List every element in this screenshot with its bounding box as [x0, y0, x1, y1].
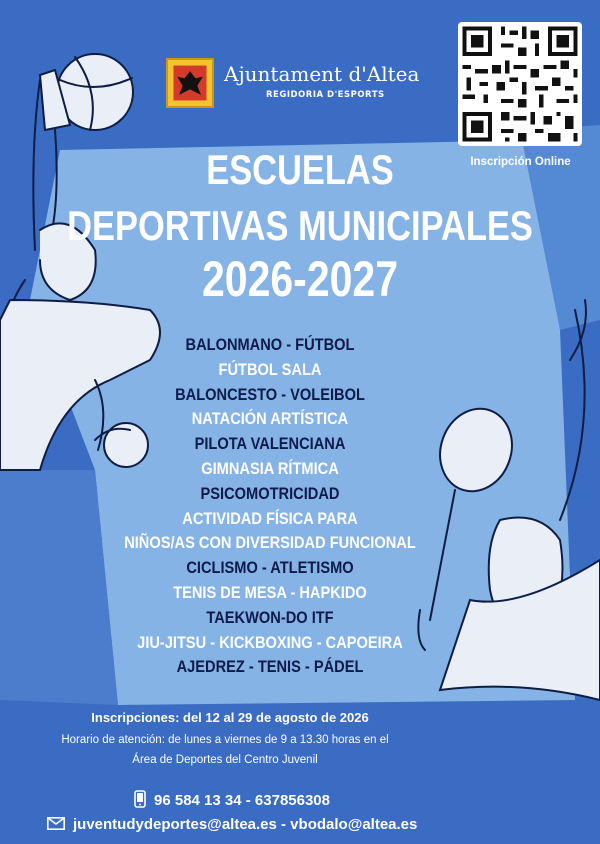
sport-item: PILOTA VALENCIANA: [194, 434, 346, 454]
sport-item: CICLISMO - ATLETISMO: [186, 558, 354, 578]
sport-item: GIMNASIA RÍTMICA: [201, 458, 339, 478]
office-location: Área de Deportes del Centro Juvenil: [132, 754, 318, 766]
sport-item: AJEDREZ - TENIS - PÁDEL: [176, 657, 364, 677]
title-line-2: DEPORTIVAS MUNICIPALES: [67, 202, 533, 249]
title-year: 2026-2027: [201, 251, 399, 307]
registration-dates: Inscripciones: del 12 al 29 de agosto de 2026: [91, 710, 369, 725]
qr-code[interactable]: [458, 22, 582, 146]
phone-icon: [134, 790, 146, 812]
department-name: REGIDORIA D'ESPORTS: [266, 90, 385, 100]
qr-label: Inscripción Online: [470, 156, 571, 168]
sport-item: NIÑOS/AS CON DIVERSIDAD FUNCIONAL: [124, 533, 416, 553]
sport-item: TAEKWON-DO ITF: [206, 607, 334, 627]
sport-item: FÚTBOL SALA: [218, 359, 322, 379]
sport-item: BALONMANO - FÚTBOL: [185, 335, 355, 354]
altea-shield-logo: [166, 58, 214, 108]
phone-numbers[interactable]: 96 584 13 34 - 637856308: [154, 791, 330, 809]
eagle-icon: [168, 60, 212, 106]
sport-item: ACTIVIDAD FÍSICA PARA: [182, 508, 358, 528]
sport-item: BALONCESTO - VOLEIBOL: [175, 384, 365, 404]
qr-code-icon: [458, 22, 582, 146]
sport-item: TENIS DE MESA - HAPKIDO: [173, 582, 367, 602]
sports-list: [100, 333, 440, 680]
title-line-1: ESCUELAS: [206, 146, 394, 193]
phone-row[interactable]: [134, 790, 330, 812]
org-name: Ajuntament d'Altea: [224, 62, 420, 86]
email-row[interactable]: [47, 816, 417, 834]
header: [166, 58, 426, 108]
sport-item: PSICOMOTRICIDAD: [200, 483, 340, 503]
email-addresses[interactable]: juventudydeportes@altea.es - vbodalo@altea.es: [73, 816, 418, 833]
mail-icon: [47, 817, 65, 834]
sport-item: NATACIÓN ARTÍSTICA: [191, 409, 349, 429]
sport-item: JIU-JITSU - KICKBOXING - CAPOEIRA: [137, 632, 403, 652]
office-hours: Horario de atención: de lunes a viernes de 9 a 13.30 horas en el: [61, 734, 389, 746]
